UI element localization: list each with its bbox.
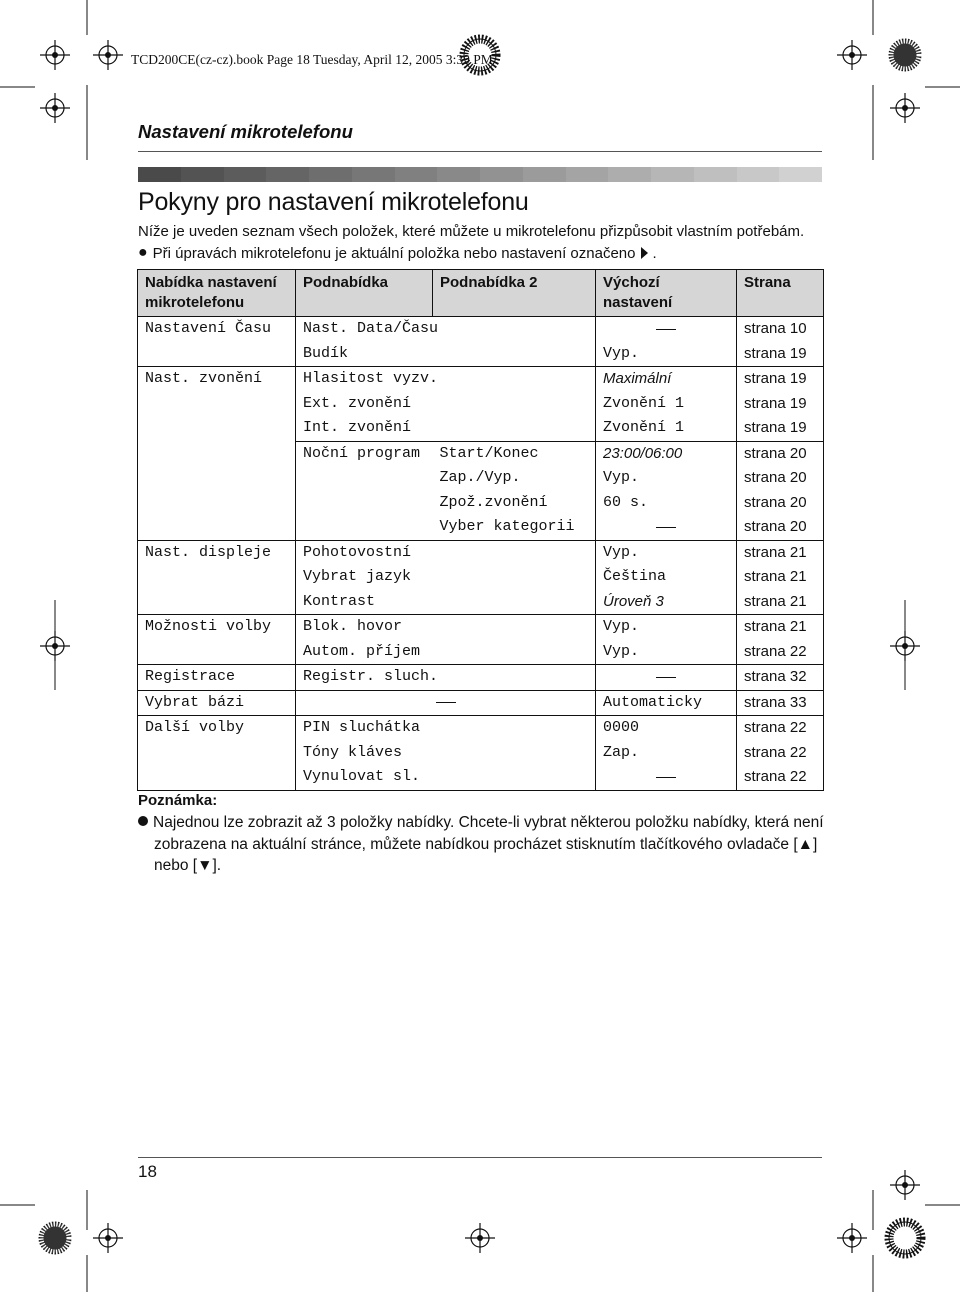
cell-default: Vyp. — [596, 615, 737, 640]
cell-menu — [138, 416, 296, 441]
note-body — [138, 812, 828, 877]
cell-page: strana 21 — [737, 540, 824, 565]
cell-default — [596, 515, 737, 540]
section-title: Nastavení mikrotelefonu — [138, 121, 353, 142]
cell-default: 0000 — [596, 716, 737, 741]
dash-mark — [656, 527, 676, 528]
cell-submenu — [296, 515, 433, 540]
table-row — [138, 565, 824, 590]
cell-page: strana 22 — [737, 741, 824, 766]
cell-submenu2 — [433, 392, 596, 417]
cell-submenu: Registr. sluch. — [296, 665, 433, 691]
cell-default — [596, 665, 737, 691]
cell-page: strana 19 — [737, 342, 824, 367]
table-row — [138, 665, 824, 691]
note-line-2: zobrazena na aktuální stránce, můžete nabídkou procházet stisknutím tlačítkového ovladače [▲] — [138, 834, 828, 856]
cell-submenu2 — [433, 765, 596, 790]
cell-page: strana 22 — [737, 640, 824, 665]
cell-page: strana 19 — [737, 367, 824, 392]
cell-submenu: Int. zvonění — [303, 419, 412, 437]
cell-submenu: Noční program — [296, 441, 433, 466]
cell-page: strana 20 — [737, 466, 824, 491]
header-default: Výchozí nastavení — [596, 270, 737, 317]
cell-menu — [138, 741, 296, 766]
cell-menu: Nast. displeje — [138, 540, 296, 565]
cell-menu — [138, 392, 296, 417]
cell-submenu: Nast. Data/Času — [303, 320, 439, 338]
cell-submenu2 — [433, 540, 596, 565]
book-header: TCD200CE(cz-cz).book Page 18 Tuesday, April 12, 2005 3:39 PM — [131, 52, 493, 67]
cell-menu — [138, 342, 296, 367]
cell-page: strana 10 — [737, 317, 824, 342]
cursor-triangle-icon — [641, 247, 648, 259]
cell-default: Vyp. — [596, 540, 737, 565]
header-rule — [138, 151, 822, 152]
cell-default — [596, 765, 737, 790]
cell-submenu: Blok. hovor — [296, 615, 433, 640]
table-header-row — [138, 270, 824, 317]
cell-default: Čeština — [596, 565, 737, 590]
dash-mark — [436, 702, 456, 703]
cell-menu — [138, 515, 296, 540]
intro-text: Níže je uveden seznam všech položek, které můžete u mikrotelefonu přizpůsobit vlastním potřebám. — [138, 223, 805, 240]
cell-menu: Nastavení Času — [138, 317, 296, 342]
cell-submenu — [296, 491, 433, 516]
table-row — [138, 416, 824, 441]
page-number: 18 — [138, 1162, 157, 1181]
table-row — [138, 615, 824, 640]
cell-submenu2 — [433, 665, 596, 691]
cell-submenu2 — [433, 615, 596, 640]
cell-page: strana 21 — [737, 565, 824, 590]
table-row — [138, 590, 824, 615]
cell-submenu: Tóny kláves — [303, 743, 403, 761]
table-row — [138, 640, 824, 665]
cell-menu: Registrace — [138, 665, 296, 691]
cell-default: Vyp. — [596, 466, 737, 491]
bullet-text: Při úpravách mikrotelefonu je aktuální položka nebo nastavení označeno — [152, 244, 636, 262]
cell-submenu2 — [433, 716, 596, 741]
cell-submenu2: Start/Konec — [433, 441, 596, 466]
table-row — [138, 392, 824, 417]
cell-page: strana 19 — [737, 392, 824, 417]
cell-menu: Další volby — [138, 716, 296, 741]
cell-default: 23:00/06:00 — [596, 441, 737, 466]
cell-menu — [138, 765, 296, 790]
table-row — [138, 491, 824, 516]
cell-submenu2 — [433, 317, 596, 342]
table-row — [138, 317, 824, 342]
cell-menu — [138, 565, 296, 590]
cell-submenu2 — [433, 590, 596, 615]
cell-page: strana 21 — [737, 590, 824, 615]
cell-default — [596, 317, 737, 342]
cell-menu — [138, 640, 296, 665]
table-row — [138, 741, 824, 766]
cell-default: Vyp. — [596, 640, 737, 665]
dash-mark — [656, 329, 676, 330]
cell-submenu2 — [433, 342, 596, 367]
cell-menu — [138, 466, 296, 491]
bullet-line: ● Při úpravách mikrotelefonu je aktuální položka nebo nastavení označeno . — [138, 244, 657, 262]
footer-rule — [138, 1157, 822, 1158]
note-line-1: Najednou lze zobrazit až 3 položky nabídky. Chcete-li vybrat některou položku nabídky, která není — [138, 812, 828, 834]
cell-menu — [138, 590, 296, 615]
cell-submenu2 — [433, 367, 596, 392]
cell-page: strana 19 — [737, 416, 824, 441]
cell-submenu: Pohotovostní — [296, 540, 433, 565]
cell-page: strana 20 — [737, 441, 824, 466]
down-key-icon: [▼] — [192, 857, 217, 874]
settings-table — [137, 269, 824, 791]
header-submenu2: Podnabídka 2 — [433, 270, 596, 317]
cell-submenu2 — [433, 741, 596, 766]
cell-default: Automaticky — [596, 690, 737, 716]
cell-default: Zvonění 1 — [596, 392, 737, 417]
cell-submenu2: Zap./Vyp. — [439, 469, 521, 487]
cell-submenu2: Zpož.zvonění — [439, 493, 548, 511]
cell-menu: Možnosti volby — [138, 615, 296, 640]
cell-page: strana 20 — [737, 515, 824, 540]
header-submenu: Podnabídka — [296, 270, 433, 317]
table-row — [138, 765, 824, 790]
cell-menu — [138, 441, 296, 466]
cell-submenu: Vybrat jazyk — [303, 568, 412, 586]
table-row — [138, 690, 824, 716]
cell-submenu — [296, 690, 596, 716]
cell-default: Zap. — [596, 741, 737, 766]
page-heading: Pokyny pro nastavení mikrotelefonu — [138, 188, 529, 216]
cell-default: 60 s. — [596, 491, 737, 516]
table-row — [138, 342, 824, 367]
bullet-dot: ● — [138, 244, 148, 261]
cell-submenu2 — [433, 565, 596, 590]
table-row — [138, 466, 824, 491]
cell-page: strana 22 — [737, 716, 824, 741]
cell-submenu: Hlasitost vyzv. — [296, 367, 433, 392]
note-title: Poznámka: — [138, 792, 218, 809]
cell-submenu: Vynulovat sl. — [296, 765, 433, 790]
cell-default: Zvonění 1 — [596, 416, 737, 441]
header-menu: Nabídka nastavení mikrotelefonu — [138, 270, 296, 317]
dash-mark — [656, 677, 676, 678]
cell-page: strana 22 — [737, 765, 824, 790]
cell-submenu: Ext. zvonění — [303, 394, 412, 412]
dash-mark — [656, 777, 676, 778]
table-row — [138, 540, 824, 565]
cell-submenu2: Vyber kategorii — [439, 518, 575, 536]
cell-page: strana 21 — [737, 615, 824, 640]
table-row — [138, 716, 824, 741]
cell-submenu: PIN sluchátka — [296, 716, 433, 741]
cell-default: Úroveň 3 — [596, 590, 737, 615]
note-bullet-icon — [138, 816, 148, 826]
header-page: Strana — [737, 270, 824, 317]
cell-submenu: Budík — [303, 344, 349, 362]
table-row — [138, 367, 824, 392]
note-line-3: nebo [▼]. — [138, 855, 828, 877]
cell-submenu2 — [433, 640, 596, 665]
cell-submenu: Autom. příjem — [303, 642, 421, 660]
table-row — [138, 441, 824, 466]
cell-menu: Vybrat bázi — [138, 690, 296, 716]
cell-default: Vyp. — [596, 342, 737, 367]
cell-menu: Nast. zvonění — [138, 367, 296, 392]
cell-submenu — [296, 466, 433, 491]
cell-submenu: Kontrast — [303, 592, 376, 610]
cell-submenu2 — [433, 416, 596, 441]
cell-page: strana 33 — [737, 690, 824, 716]
gradient-bar — [138, 167, 822, 182]
table-row — [138, 515, 824, 540]
cell-default: Maximální — [596, 367, 737, 392]
cell-page: strana 32 — [737, 665, 824, 691]
up-key-icon: [▲] — [793, 835, 818, 853]
cell-menu — [138, 491, 296, 516]
cell-page: strana 20 — [737, 491, 824, 516]
